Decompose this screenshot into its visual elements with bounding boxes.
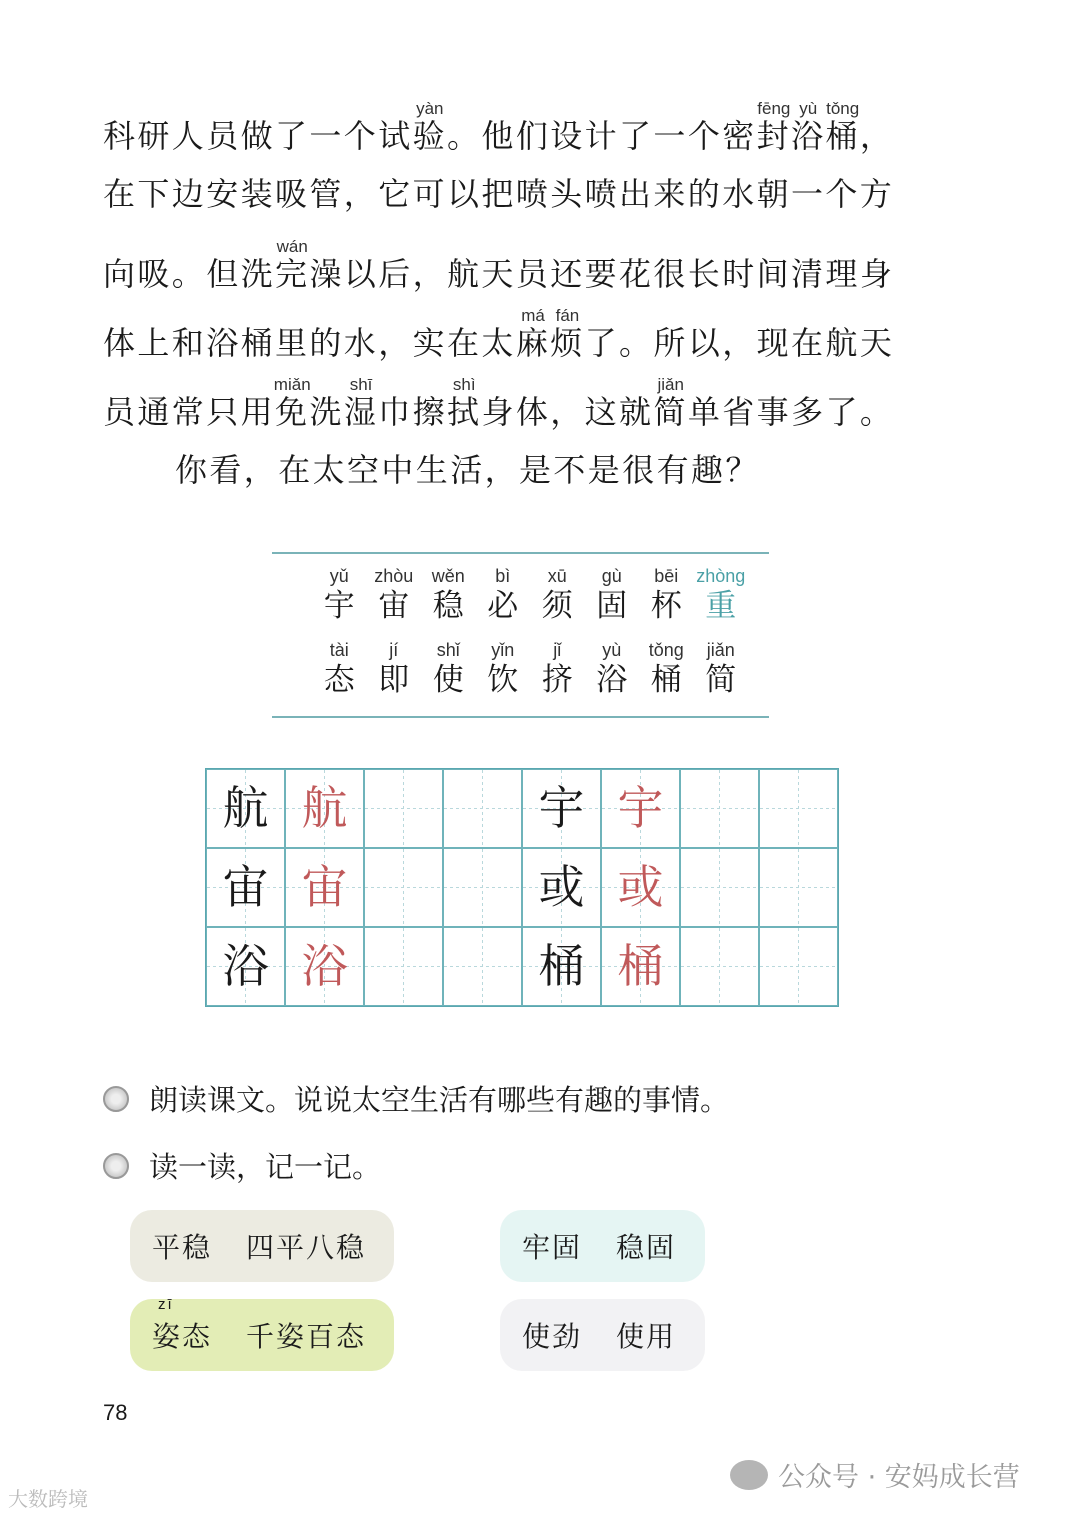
grid-cell-character: 宇 <box>522 769 601 848</box>
text-line <box>103 445 963 514</box>
lesson-paragraph <box>103 100 963 514</box>
task-badge-icon <box>103 1153 129 1179</box>
character: 重 <box>705 588 737 624</box>
text-segment: 科研人员做了一个试 <box>103 117 413 155</box>
pinyin: jiǎn <box>653 375 688 394</box>
vocab-char <box>312 566 367 624</box>
character: 浴 <box>596 662 628 698</box>
annotated-char: 免miǎn <box>273 375 311 431</box>
annotated-char: 麻má <box>515 306 551 362</box>
pinyin: wěn <box>431 566 465 586</box>
grid-cell-empty <box>364 848 443 927</box>
grid-cell-empty <box>680 927 759 1006</box>
vocab-char <box>476 640 531 698</box>
vocab-char <box>367 566 422 624</box>
grid-cell-character: 桶 <box>522 927 601 1006</box>
vocab-char <box>585 566 640 624</box>
vocab-char <box>530 566 585 624</box>
task-text: 读一读，记一记。 <box>149 1150 382 1184</box>
pinyin: zī <box>158 1296 174 1313</box>
text-segment: 洗 <box>309 393 344 431</box>
page-number: 78 <box>103 1400 128 1425</box>
vocab-char <box>421 566 476 624</box>
text-segment: 你看，在太空中生活，是不是很有趣？ <box>175 451 760 489</box>
pinyin: bēi <box>654 566 679 586</box>
text-segment: 身体，这就 <box>481 393 654 431</box>
vocab-char <box>694 640 749 698</box>
task-1 <box>103 1078 729 1119</box>
text-segment: 。他们设计了一个密 <box>447 117 757 155</box>
grid-cell-empty <box>443 927 522 1006</box>
character: 宇 <box>323 588 355 624</box>
writing-grid <box>205 768 839 1007</box>
annotated-char: 桶tǒng <box>825 99 860 155</box>
text-line <box>103 169 963 238</box>
character: 使 <box>432 662 464 698</box>
vocab-char <box>476 566 531 624</box>
grid-cell-character: 或 <box>601 848 680 927</box>
text-segment: 体上和浴桶里的水，实在太 <box>103 324 516 362</box>
vocab-char <box>530 640 585 698</box>
text-segment: 巾 <box>378 393 413 431</box>
watermark-text: 公众号 · 安妈成长营 <box>778 1462 1020 1493</box>
character: 须 <box>541 588 573 624</box>
character: 挤 <box>541 662 573 698</box>
word: 使劲 <box>522 1320 583 1353</box>
vocab-row <box>312 640 748 698</box>
word-box <box>500 1210 705 1282</box>
vocab-char <box>367 640 422 698</box>
text-segment: 向吸。但洗 <box>103 255 276 293</box>
task-badge-icon <box>103 1086 129 1112</box>
pinyin: jiǎn <box>706 640 735 660</box>
word: 平稳 <box>152 1231 213 1264</box>
word-box <box>130 1210 394 1282</box>
pinyin: bì <box>495 566 511 586</box>
grid-cell-empty <box>443 848 522 927</box>
word-box <box>130 1296 394 1371</box>
character: 必 <box>487 588 519 624</box>
pinyin: zhòng <box>696 566 746 586</box>
grid-cell-empty <box>364 927 443 1006</box>
grid-cell-character: 航 <box>285 769 364 848</box>
grid-cell-empty <box>759 927 838 1006</box>
word: 稳固 <box>616 1231 677 1264</box>
vocab-char <box>694 566 749 624</box>
text-segment: 单省事多了。 <box>687 393 895 431</box>
character: 稳 <box>432 588 464 624</box>
annotated-char: 封fēng <box>756 99 792 155</box>
wechat-icon <box>730 1460 768 1490</box>
vocab-row <box>312 566 748 624</box>
vocab-char <box>639 566 694 624</box>
grid-cell-character: 浴 <box>206 927 285 1006</box>
pinyin: jí <box>389 640 399 660</box>
character: 饮 <box>487 662 519 698</box>
grid-cell-empty <box>680 848 759 927</box>
text-line <box>103 376 963 445</box>
task-text: 朗读课文。说说太空生活有哪些有趣的事情。 <box>149 1083 730 1117</box>
vocab-char <box>421 640 476 698</box>
character: 杯 <box>650 588 682 624</box>
text-line <box>103 100 963 169</box>
pinyin: wán <box>275 237 310 256</box>
text-line <box>103 238 963 307</box>
pinyin: fán <box>550 306 585 325</box>
annotated-char: 浴yù <box>791 99 826 155</box>
grid-cell-empty <box>364 769 443 848</box>
text-segment: 在下边安装吸管，它可以把喷头喷出来的水朝一个方 <box>103 175 895 213</box>
grid-cell-character: 宇 <box>601 769 680 848</box>
vocab-char <box>585 640 640 698</box>
pinyin: miǎn <box>273 375 311 394</box>
task-2 <box>103 1145 381 1186</box>
character: 即 <box>378 662 410 698</box>
text-segment: 澡以后，航天员还要花很长时间清理身 <box>309 255 895 293</box>
pinyin: xū <box>547 566 567 586</box>
word: 姿态 <box>152 1320 213 1353</box>
watermark <box>730 1455 1020 1494</box>
character: 简 <box>705 662 737 698</box>
grid-cell-empty <box>759 769 838 848</box>
pinyin: yù <box>602 640 622 660</box>
pinyin: tǒng <box>825 99 860 118</box>
annotated-char: 烦fán <box>550 306 585 362</box>
new-characters-box <box>272 552 769 718</box>
annotated-char: 简jiǎn <box>653 375 688 431</box>
word: 四平八稳 <box>246 1231 367 1264</box>
annotated-char: 验yàn <box>412 99 448 155</box>
grid-cell-character: 桶 <box>601 927 680 1006</box>
watermark-corner: 大数跨境 <box>8 1487 88 1511</box>
word: 千姿百态 <box>246 1320 367 1353</box>
pinyin: shī <box>343 375 379 394</box>
text-line <box>103 307 963 376</box>
pinyin: yǔ <box>329 566 349 586</box>
word: 牢固 <box>522 1231 583 1264</box>
pinyin: yǐn <box>491 640 515 660</box>
grid-cell-character: 浴 <box>285 927 364 1006</box>
annotated-char: 湿shī <box>343 375 379 431</box>
character: 态 <box>323 662 355 698</box>
grid-cell-character: 宙 <box>206 848 285 927</box>
annotated-char: 拭shì <box>447 375 482 431</box>
pinyin: gù <box>601 566 622 586</box>
pinyin: jǐ <box>553 640 562 660</box>
pinyin: tài <box>329 640 349 660</box>
pinyin: shì <box>447 375 482 394</box>
grid-cell-character: 航 <box>206 769 285 848</box>
text-segment: 员通常只用 <box>103 393 276 431</box>
pinyin: tǒng <box>648 640 684 660</box>
grid-cell-empty <box>759 848 838 927</box>
annotated-char: 完wán <box>275 237 310 293</box>
pinyin: fēng <box>756 99 792 118</box>
word: 使用 <box>616 1320 677 1353</box>
character: 宙 <box>378 588 410 624</box>
pinyin: shǐ <box>436 640 460 660</box>
text-segment: 了。所以，现在航天 <box>584 324 895 362</box>
word-box <box>500 1299 705 1371</box>
vocab-char <box>639 640 694 698</box>
pinyin: yàn <box>412 99 447 118</box>
pinyin: zhòu <box>374 566 414 586</box>
grid-cell-empty <box>443 769 522 848</box>
vocab-char <box>312 640 367 698</box>
grid-cell-empty <box>680 769 759 848</box>
character: 桶 <box>650 662 682 698</box>
grid-cell-character: 宙 <box>285 848 364 927</box>
character: 固 <box>596 588 628 624</box>
pinyin: yù <box>791 99 826 118</box>
text-segment: ， <box>859 117 895 155</box>
annotated-char: 擦 <box>412 393 448 431</box>
grid-cell-character: 或 <box>522 848 601 927</box>
pinyin: má <box>515 306 551 325</box>
